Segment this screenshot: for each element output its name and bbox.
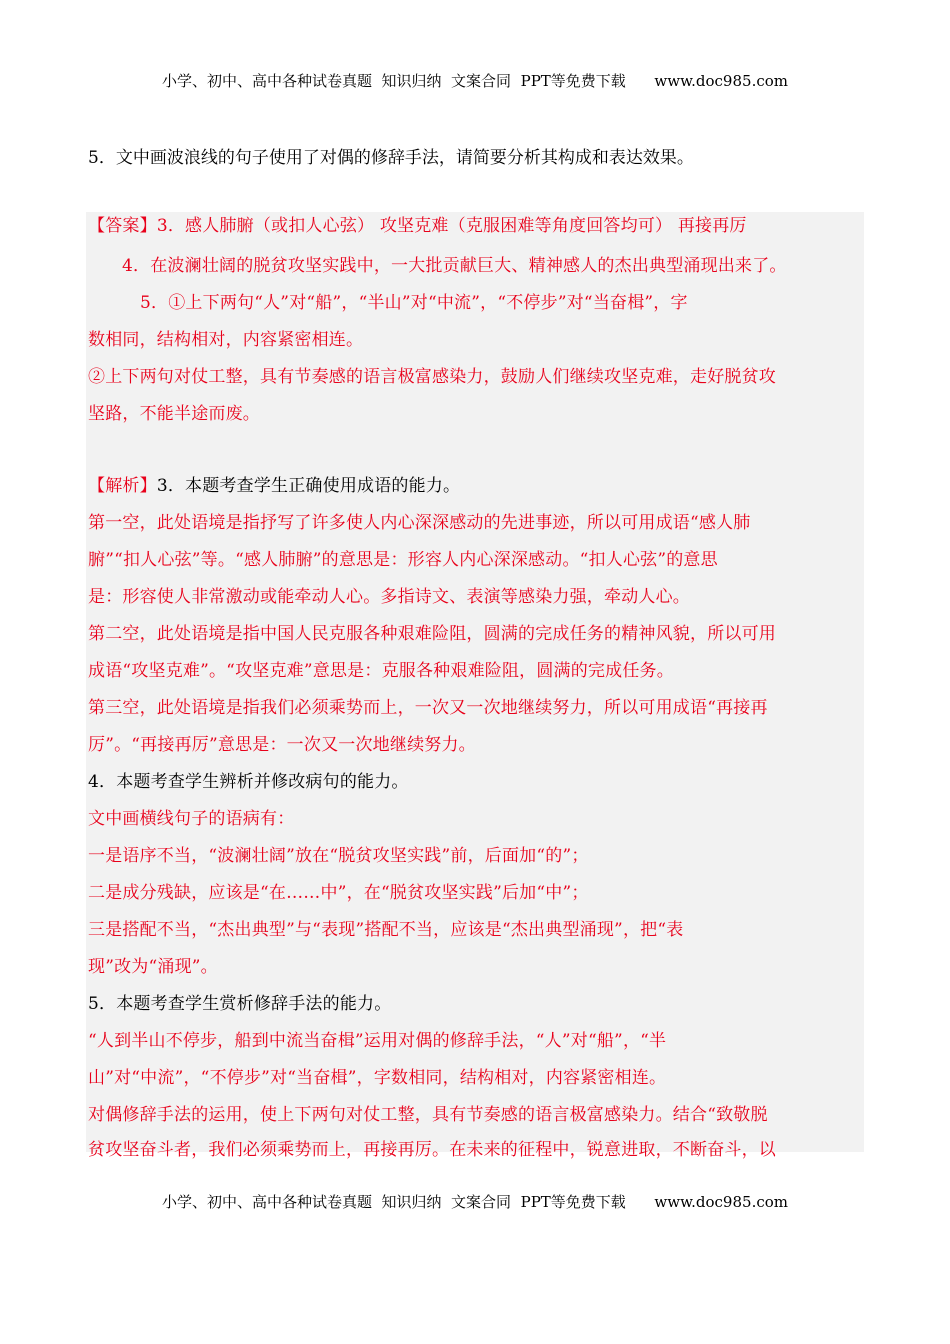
analysis-tag: 【解析】 (88, 476, 157, 496)
analysis-5-title: 5．本题考查学生赏析修辞手法的能力。 (88, 994, 392, 1014)
analysis-line: 第三空，此处语境是指我们必须乘势而上，一次又一次地继续努力，所以可用成语“再接再 (88, 698, 768, 718)
analysis-line: 腑”“扣人心弦”等。“感人肺腑”的意思是：形容人内心深深感动。“扣人心弦”的意思 (88, 550, 718, 570)
analysis-line: 文中画横线句子的语病有： (88, 809, 295, 829)
answer-5-line-4: 坚路，不能半途而废。 (88, 404, 260, 424)
answer-line-3 (88, 214, 747, 238)
analysis-3-title: 3．本题考查学生正确使用成语的能力。 (156, 476, 461, 496)
answer-3: 3．感人肺腑（或扣人心弦） 攻坚克难（克服困难等角度回答均可） 再接再厉 (156, 216, 747, 236)
question-5: 5．文中画波浪线的句子使用了对偶的修辞手法，请简要分析其构成和表达效果。 (88, 148, 694, 168)
analysis-line: 第一空，此处语境是指抒写了许多使人内心深深感动的先进事迹，所以可用成语“感人肺 (88, 513, 751, 533)
page-header: 小学、初中、高中各种试卷真题 知识归纳 文案合同 PPT等免费下载 www.doc985.com (161, 72, 788, 90)
analysis-line: 一是语序不当，“波澜壮阔”放在“脱贫攻坚实践”前，后面加“的”； (88, 846, 589, 866)
analysis-line: 二是成分残缺，应该是“在……中”，在“脱贫攻坚实践”后加“中”； (88, 883, 589, 903)
analysis-line: 厉”。“再接再厉”意思是：一次又一次地继续努力。 (88, 735, 476, 755)
analysis-line: 山”对“中流”，“不停步”对“当奋楫”，字数相同，结构相对，内容紧密相连。 (88, 1068, 667, 1088)
analysis-line: 第二空，此处语境是指中国人民克服各种艰难险阻，圆满的完成任务的精神风貌，所以可用 (88, 624, 776, 644)
analysis-line (88, 474, 460, 498)
analysis-4-title: 4．本题考查学生辨析并修改病句的能力。 (88, 772, 409, 792)
analysis-line: 贫攻坚奋斗者，我们必须乘势而上，再接再厉。在未来的征程中，锐意进取，不断奋斗，以 (88, 1140, 776, 1160)
answer-5-line-3: ②上下两句对仗工整，具有节奏感的语言极富感染力，鼓励人们继续攻坚克难，走好脱贫攻 (88, 367, 776, 387)
analysis-line: 三是搭配不当，“杰出典型”与“表现”搭配不当，应该是“杰出典型涌现”，把“表 (88, 920, 684, 940)
answer-4: 4．在波澜壮阔的脱贫攻坚实践中，一大批贡献巨大、精神感人的杰出典型涌现出来了。 (122, 256, 787, 276)
page-footer: 小学、初中、高中各种试卷真题 知识归纳 文案合同 PPT等免费下载 www.doc985.com (161, 1193, 788, 1211)
answer-tag: 【答案】 (88, 216, 157, 236)
answer-5-line-2: 数相同，结构相对，内容紧密相连。 (88, 330, 364, 350)
analysis-line: 是：形容使人非常激动或能牵动人心。多指诗文、表演等感染力强，牵动人心。 (88, 587, 690, 607)
analysis-line: 现”改为“涌现”。 (88, 957, 218, 977)
analysis-line: 对偶修辞手法的运用，使上下两句对仗工整，具有节奏感的语言极富感染力。结合“致敬脱 (88, 1105, 768, 1125)
analysis-line: “人到半山不停步，船到中流当奋楫”运用对偶的修辞手法，“人”对“船”，“半 (88, 1031, 667, 1051)
answer-5-line-1: 5．①上下两句“人”对“船”，“半山”对“中流”，“不停步”对“当奋楫”，字 (140, 293, 688, 313)
analysis-line: 成语“攻坚克难”。“攻坚克难”意思是：克服各种艰难险阻，圆满的完成任务。 (88, 661, 674, 681)
